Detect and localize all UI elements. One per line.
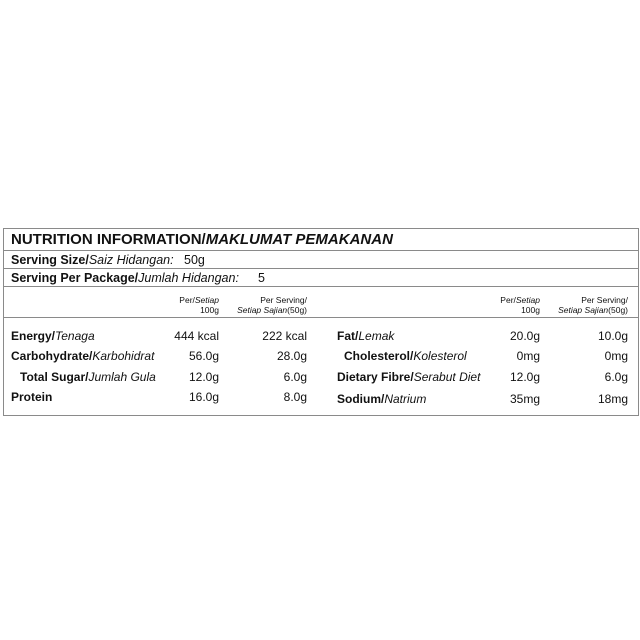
serving-per-package-row bbox=[4, 269, 638, 287]
serving-size-label-malay: Saiz Hidangan: bbox=[88, 253, 174, 267]
energy-per100: 444 kcal bbox=[174, 329, 219, 343]
header-perserving-left: Per Serving/ Setiap Sajian(50g) bbox=[237, 295, 307, 315]
nutrient-name-carbohydrate: Carbohydrate/Karbohidrat bbox=[11, 349, 155, 363]
title-english: NUTRITION INFORMATION/ bbox=[11, 231, 206, 248]
protein-perserving: 8.0g bbox=[283, 390, 307, 404]
serving-size-label: Serving Size/ bbox=[11, 253, 89, 267]
nutrient-name-protein: Protein bbox=[11, 390, 53, 404]
serving-per-package-label-malay: Jumlah Hidangan: bbox=[138, 271, 239, 285]
fat-per100: 20.0g bbox=[509, 329, 540, 343]
total-sugar-per100: 12.0g bbox=[188, 370, 219, 384]
protein-per100: 16.0g bbox=[188, 390, 219, 404]
header-divider bbox=[4, 317, 638, 318]
nutrient-name-dietary-fibre: Dietary Fibre/Serabut Diet bbox=[337, 370, 481, 384]
title-malay: MAKLUMAT PEMAKANAN bbox=[205, 231, 393, 248]
total-sugar-perserving: 6.0g bbox=[283, 370, 307, 384]
cholesterol-perserving: 0mg bbox=[604, 349, 628, 363]
serving-size-value: 50g bbox=[184, 253, 205, 267]
sodium-per100: 35mg bbox=[509, 392, 540, 406]
label-title bbox=[4, 229, 638, 251]
nutrient-name-cholesterol: Cholesterol/Kolesterol bbox=[344, 349, 467, 363]
serving-size-row bbox=[4, 251, 638, 269]
header-per100-right: Per/Setiap 100g bbox=[500, 295, 540, 315]
dietary-fibre-perserving: 6.0g bbox=[604, 370, 628, 384]
nutrient-name-total-sugar: Total Sugar/Jumlah Gula bbox=[20, 370, 156, 384]
nutrition-label bbox=[3, 228, 639, 416]
nutrient-name-energy: Energy/Tenaga bbox=[11, 329, 95, 343]
header-perserving-right: Per Serving/ Setiap Sajian(50g) bbox=[558, 295, 628, 315]
carbohydrate-perserving: 28.0g bbox=[276, 349, 307, 363]
nutrient-name-sodium: Sodium/Natrium bbox=[337, 392, 427, 406]
serving-per-package-value: 5 bbox=[258, 271, 265, 285]
nutrient-name-fat: Fat/Lemak bbox=[337, 329, 395, 343]
sodium-perserving: 18mg bbox=[597, 392, 628, 406]
fat-perserving: 10.0g bbox=[597, 329, 628, 343]
carbohydrate-per100: 56.0g bbox=[188, 349, 219, 363]
serving-per-package-label: Serving Per Package/ bbox=[11, 271, 139, 285]
cholesterol-per100: 0mg bbox=[516, 349, 540, 363]
header-per100-left: Per/Setiap 100g bbox=[179, 295, 219, 315]
energy-perserving: 222 kcal bbox=[262, 329, 307, 343]
dietary-fibre-per100: 12.0g bbox=[509, 370, 540, 384]
